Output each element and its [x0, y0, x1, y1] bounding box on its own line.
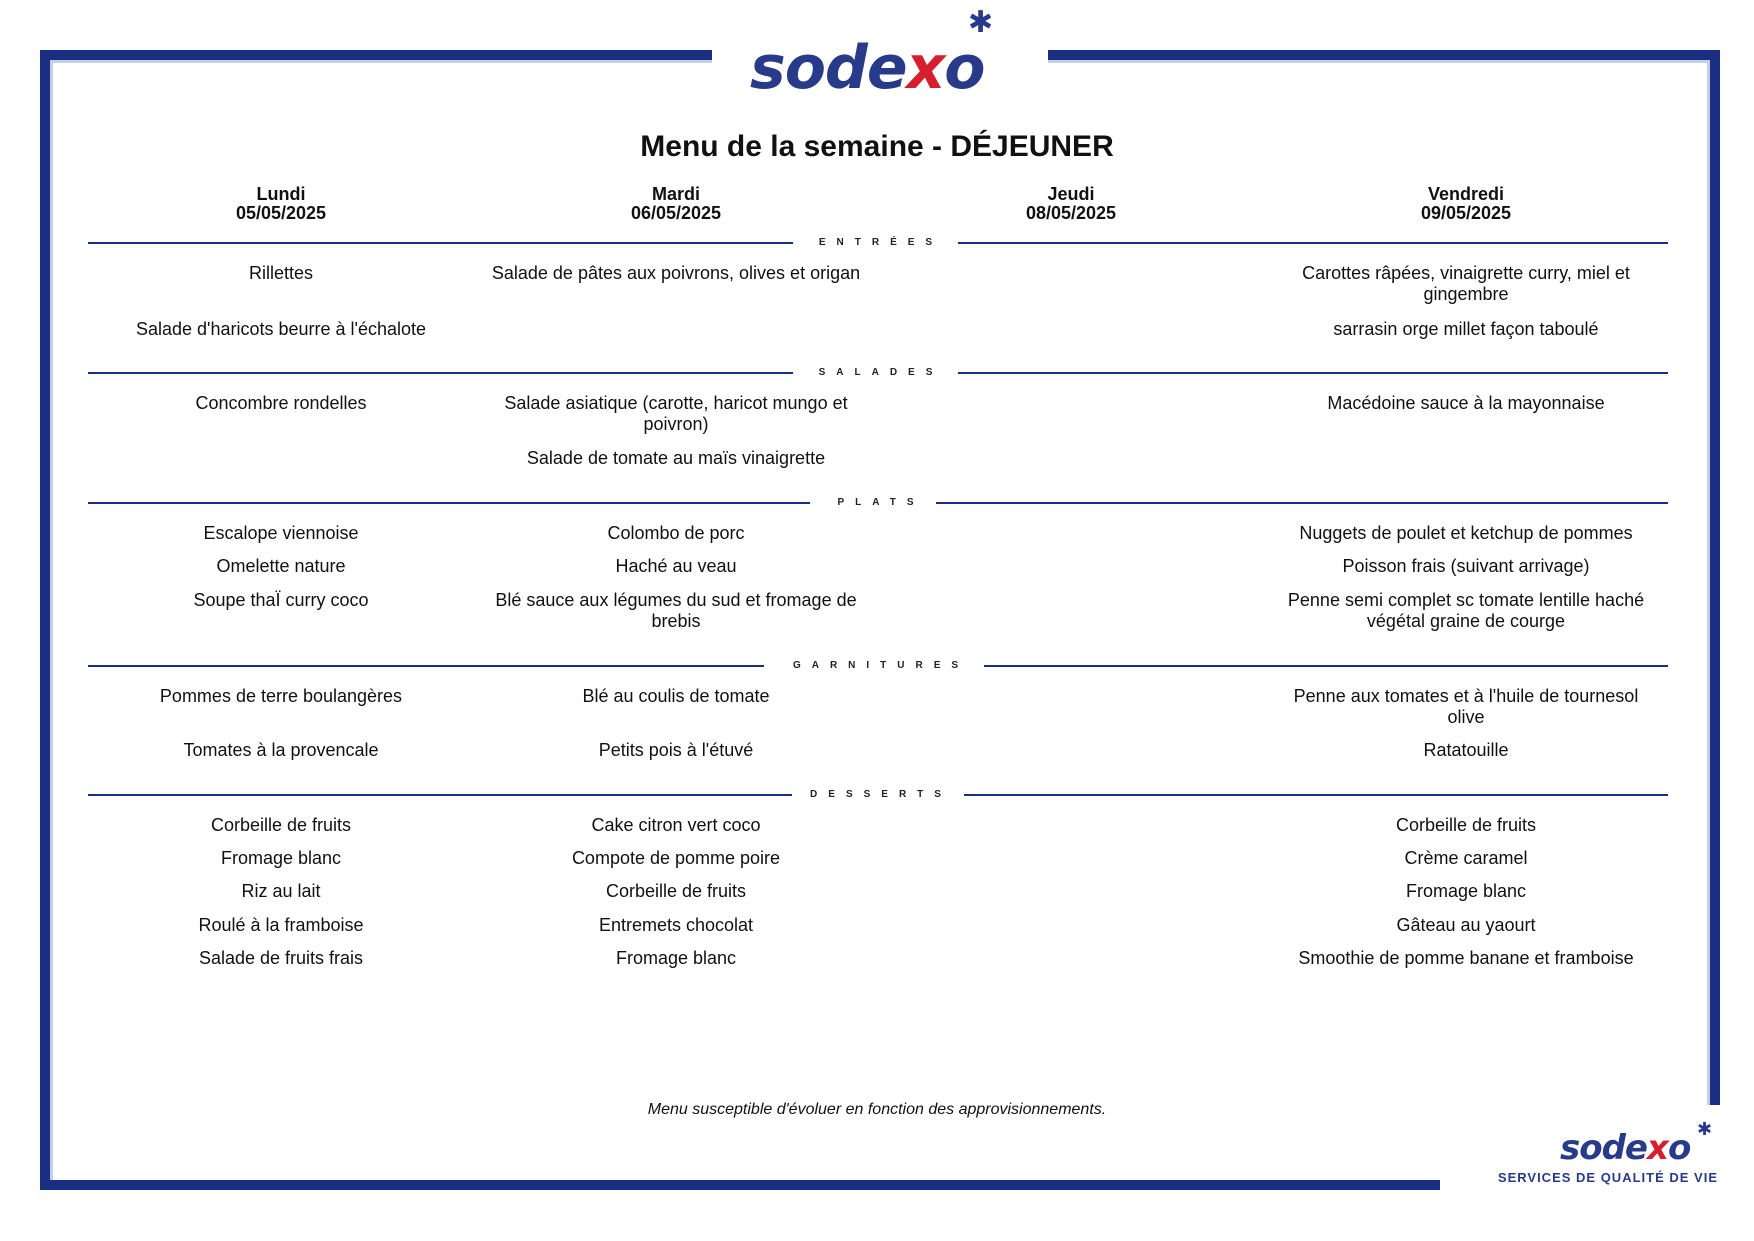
logo-star-icon: ✱	[1697, 1119, 1713, 1139]
menu-item: Ratatouille	[1423, 740, 1509, 760]
menu-item: Penne aux tomates et à l'huile de tournesol olive	[1293, 686, 1639, 727]
section-label-desserts: DESSERTS	[810, 789, 952, 800]
section-divider-right	[964, 794, 1668, 796]
menu-item: Smoothie de pomme banane et framboise	[1298, 948, 1634, 968]
menu-item: Penne semi complet sc tomate lentille haché végétal graine de courge	[1287, 590, 1645, 631]
menu-item: Escalope viennoise	[203, 523, 359, 543]
menu-item: Omelette nature	[216, 556, 346, 576]
menu-item: Fromage blanc	[615, 948, 737, 968]
frame-bottom	[40, 1180, 1440, 1190]
brand-tagline: SERVICES DE QUALITÉ DE VIE	[1497, 1170, 1718, 1185]
menu-item: Haché au veau	[615, 556, 737, 576]
menu-item: Carottes râpées, vinaigrette curry, miel et gingembre	[1302, 263, 1630, 304]
day-header-mardi	[526, 185, 826, 223]
section-label-entrees: ENTRÉES	[818, 237, 944, 248]
frame-left	[40, 50, 50, 1190]
menu-item: Riz au lait	[241, 881, 321, 901]
menu-item: Corbeille de fruits	[210, 815, 352, 835]
menu-item: Nuggets de poulet et ketchup de pommes	[1299, 523, 1633, 543]
sodexo-logo-bottom: sodexo	[1560, 1128, 1691, 1168]
menu-item: sarrasin orge millet façon taboulé	[1333, 319, 1599, 339]
day-name: Mardi	[651, 184, 700, 204]
section-label-plats: PLATS	[837, 497, 925, 508]
sodexo-logo: sodexo	[750, 33, 985, 103]
day-header-vendredi	[1316, 185, 1616, 223]
frame-top-left	[40, 50, 712, 60]
section-divider-right	[958, 372, 1668, 374]
menu-item: Blé sauce aux légumes du sud et fromage de brebis	[495, 590, 857, 631]
day-date: 05/05/2025	[235, 203, 327, 223]
logo-x: x	[906, 33, 945, 103]
section-divider-left	[88, 502, 810, 504]
menu-item: Cake citron vert coco	[591, 815, 761, 835]
menu-item: Soupe thaÏ curry coco	[193, 590, 369, 610]
menu-item: Crème caramel	[1404, 848, 1528, 868]
menu-item: Corbeille de fruits	[1395, 815, 1537, 835]
section-divider-left	[88, 372, 793, 374]
section-divider-right	[936, 502, 1668, 504]
menu-item: Entremets chocolat	[598, 915, 754, 935]
day-name: Vendredi	[1427, 184, 1505, 204]
section-divider-left	[88, 794, 792, 796]
menu-item: Fromage blanc	[1405, 881, 1527, 901]
day-date: 09/05/2025	[1420, 203, 1512, 223]
frame-left-inner	[50, 60, 53, 1180]
day-name: Lundi	[256, 184, 306, 204]
page-title: Menu de la semaine - DÉJEUNER	[640, 130, 1114, 163]
menu-item: Macédoine sauce à la mayonnaise	[1327, 393, 1605, 413]
menu-item: Blé au coulis de tomate	[582, 686, 770, 706]
section-divider-left	[88, 242, 793, 244]
menu-item: Colombo de porc	[607, 523, 745, 543]
menu-item: Petits pois à l'étuvé	[598, 740, 754, 760]
menu-item: Concombre rondelles	[195, 393, 367, 413]
day-date: 06/05/2025	[630, 203, 722, 223]
menu-item: Compote de pomme poire	[571, 848, 781, 868]
day-header-lundi	[131, 185, 431, 223]
menu-item: Tomates à la provencale	[183, 740, 379, 760]
section-divider-right	[984, 665, 1668, 667]
menu-item: Rillettes	[248, 263, 314, 283]
day-date: 08/05/2025	[1025, 203, 1117, 223]
section-label-garnitures: GARNITURES	[792, 660, 970, 671]
logo-star-icon: ✱	[968, 6, 994, 39]
frame-right	[1710, 50, 1720, 1105]
menu-item: Roulé à la framboise	[198, 915, 364, 935]
menu-item: Poisson frais (suivant arrivage)	[1342, 556, 1590, 576]
menu-item: Pommes de terre boulangères	[159, 686, 403, 706]
frame-right-inner	[1707, 60, 1710, 1105]
footnote: Menu susceptible d'évoluer en fonction des approvisionnements.	[647, 1101, 1107, 1118]
frame-top-right	[1048, 50, 1720, 60]
menu-item: Salade de tomate au maïs vinaigrette	[526, 448, 826, 468]
menu-item: Salade d'haricots beurre à l'échalote	[135, 319, 427, 339]
menu-item: Corbeille de fruits	[605, 881, 747, 901]
section-divider-right	[958, 242, 1668, 244]
menu-item: Salade asiatique (carotte, haricot mungo et poivron)	[504, 393, 848, 434]
day-name: Jeudi	[1047, 184, 1095, 204]
frame-top-right-inner	[1048, 60, 1710, 63]
menu-item: Fromage blanc	[220, 848, 342, 868]
section-label-salades: SALADES	[818, 367, 944, 378]
day-header-jeudi	[921, 185, 1221, 223]
menu-item: Gâteau au yaourt	[1396, 915, 1536, 935]
section-divider-left	[88, 665, 764, 667]
logo-x: x	[1647, 1128, 1668, 1168]
menu-item: Salade de fruits frais	[198, 948, 364, 968]
frame-top-left-inner	[50, 60, 712, 63]
menu-item: Salade de pâtes aux poivrons, olives et origan	[491, 263, 861, 283]
